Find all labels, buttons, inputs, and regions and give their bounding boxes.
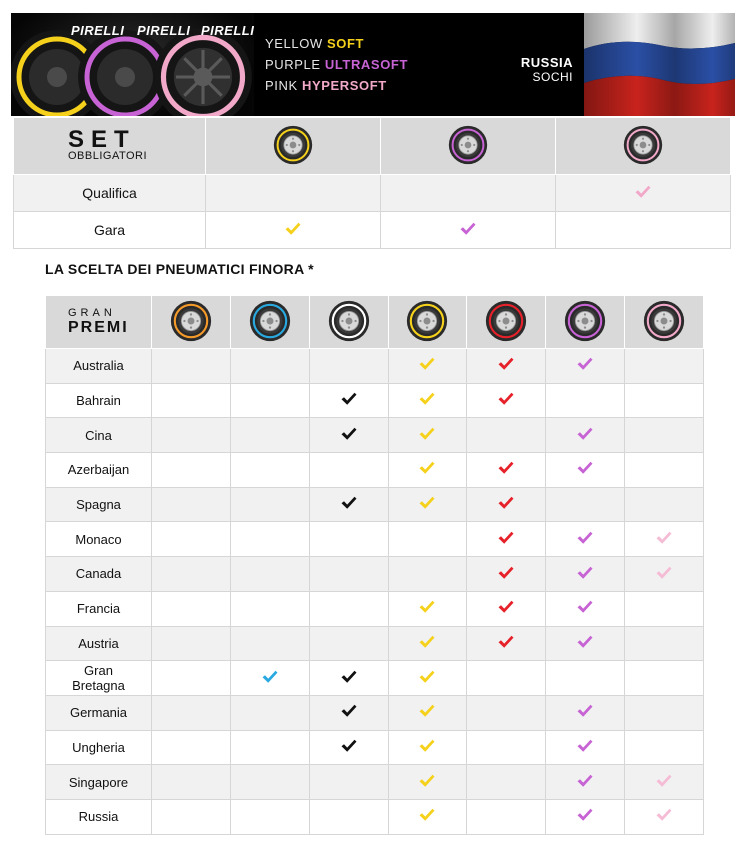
check-icon (419, 808, 435, 825)
tyre-yellow-icon (406, 300, 448, 345)
check-cell (388, 487, 467, 522)
gp-name: Russia (46, 799, 152, 834)
check-cell (467, 730, 546, 765)
gp-name: Monaco (46, 522, 152, 557)
check-cell (152, 349, 231, 384)
check-icon (498, 635, 514, 652)
mandatory-row-qualifica (14, 175, 731, 212)
check-cell (388, 730, 467, 765)
gp-row (46, 487, 704, 522)
check-icon (498, 357, 514, 374)
check-cell (152, 453, 231, 488)
check-icon (419, 670, 435, 687)
check-cell (625, 591, 704, 626)
check-icon (656, 808, 672, 825)
check-cell (546, 695, 625, 730)
check-cell (625, 765, 704, 800)
brand-logo: PIRELLI (137, 23, 191, 38)
check-cell (309, 522, 388, 557)
check-cell (230, 453, 309, 488)
check-cell (467, 799, 546, 834)
gp-row (46, 522, 704, 557)
check-cell (388, 418, 467, 453)
compound-line-pink: PINK HYPERSOFT (265, 78, 387, 93)
check-cell (152, 522, 231, 557)
check-cell (546, 453, 625, 488)
check-cell (152, 487, 231, 522)
check-cell (309, 661, 388, 696)
check-cell (467, 453, 546, 488)
check-cell (381, 175, 556, 212)
check-cell (625, 557, 704, 592)
check-icon (656, 774, 672, 791)
check-icon (577, 704, 593, 721)
check-icon (341, 704, 357, 721)
selection-tyre-cell (467, 296, 546, 349)
check-cell (388, 453, 467, 488)
check-cell (467, 661, 546, 696)
check-icon (285, 222, 301, 239)
check-icon (419, 739, 435, 756)
check-cell (625, 487, 704, 522)
check-cell (546, 557, 625, 592)
check-cell (625, 522, 704, 557)
gp-name: Singapore (46, 765, 152, 800)
check-cell (152, 626, 231, 661)
check-cell (230, 418, 309, 453)
check-icon (498, 496, 514, 513)
check-cell (230, 765, 309, 800)
check-cell (467, 349, 546, 384)
gp-title-cell (46, 296, 152, 349)
tyre-red-icon (485, 300, 527, 345)
gp-name: Austria (46, 626, 152, 661)
check-cell (309, 487, 388, 522)
check-cell (556, 212, 731, 249)
check-cell (230, 661, 309, 696)
selection-tyre-cell (625, 296, 704, 349)
check-cell (625, 695, 704, 730)
tyre-purple-icon (448, 125, 488, 168)
gp-rows (46, 349, 704, 835)
gp-row (46, 626, 704, 661)
check-icon (341, 392, 357, 409)
check-icon (341, 670, 357, 687)
check-icon (419, 357, 435, 374)
check-cell (152, 799, 231, 834)
selections-header-row (46, 296, 704, 349)
check-cell (556, 175, 731, 212)
check-cell (546, 661, 625, 696)
gp-row (46, 383, 704, 418)
check-cell (546, 626, 625, 661)
tyres-photo (11, 13, 254, 116)
check-cell (309, 453, 388, 488)
session-label: Qualifica (14, 175, 206, 212)
check-icon (498, 600, 514, 617)
check-icon (577, 427, 593, 444)
tyre-blue-icon (249, 300, 291, 345)
brand-logo: PIRELLI (71, 23, 125, 38)
check-cell (152, 765, 231, 800)
check-cell (546, 487, 625, 522)
check-cell (152, 661, 231, 696)
check-icon (419, 600, 435, 617)
check-icon (577, 635, 593, 652)
mandatory-title-cell (14, 118, 206, 175)
check-icon (577, 531, 593, 548)
check-cell (388, 557, 467, 592)
compound-legend (254, 13, 584, 116)
check-cell (546, 730, 625, 765)
check-icon (419, 774, 435, 791)
check-cell (309, 765, 388, 800)
mandatory-tyre-cell (206, 118, 381, 175)
check-icon (498, 531, 514, 548)
gp-row (46, 765, 704, 800)
check-icon (577, 357, 593, 374)
check-cell (152, 557, 231, 592)
check-icon (577, 808, 593, 825)
check-icon (577, 566, 593, 583)
check-cell (467, 591, 546, 626)
session-label: Gara (14, 212, 206, 249)
check-cell (309, 695, 388, 730)
gp-name: Canada (46, 557, 152, 592)
check-icon (341, 496, 357, 513)
check-cell (546, 349, 625, 384)
check-icon (262, 670, 278, 687)
check-cell (467, 695, 546, 730)
gp-row (46, 418, 704, 453)
check-cell (230, 626, 309, 661)
gp-row (46, 695, 704, 730)
check-cell (230, 695, 309, 730)
check-cell (152, 383, 231, 418)
gp-title-big: PREMI (68, 319, 129, 336)
check-cell (388, 349, 467, 384)
check-icon (635, 185, 651, 202)
compound-line-yellow: YELLOW SOFT (265, 36, 365, 51)
check-cell (309, 626, 388, 661)
check-cell (625, 418, 704, 453)
compound-line-purple: PURPLE ULTRASOFT (265, 57, 408, 72)
check-cell (230, 383, 309, 418)
selection-tyre-cell (152, 296, 231, 349)
check-cell (546, 799, 625, 834)
check-cell (309, 799, 388, 834)
gp-name: Germania (46, 695, 152, 730)
gp-row (46, 730, 704, 765)
check-cell (388, 626, 467, 661)
check-cell (309, 557, 388, 592)
check-cell (309, 591, 388, 626)
gp-name: Ungheria (46, 730, 152, 765)
tyre-pink-icon (623, 125, 663, 168)
check-icon (419, 461, 435, 478)
gp-title-small: GRAN (68, 307, 116, 319)
tyre-orange-icon (170, 300, 212, 345)
check-icon (498, 392, 514, 409)
check-cell (467, 487, 546, 522)
russian-flag-icon (584, 13, 735, 116)
gp-row (46, 799, 704, 834)
race-city: SOCHI (532, 70, 573, 84)
check-cell (206, 212, 381, 249)
check-cell (625, 349, 704, 384)
selection-tyre-cell (230, 296, 309, 349)
check-icon (419, 427, 435, 444)
gp-name: Australia (46, 349, 152, 384)
gp-name: Bahrain (46, 383, 152, 418)
check-icon (419, 635, 435, 652)
tyre-pink-icon (643, 300, 685, 345)
check-cell (467, 522, 546, 557)
check-cell (152, 418, 231, 453)
tyre-purple-icon (564, 300, 606, 345)
check-icon (577, 774, 593, 791)
check-cell (152, 591, 231, 626)
check-cell (388, 661, 467, 696)
check-cell (230, 557, 309, 592)
check-cell (546, 418, 625, 453)
check-icon (460, 222, 476, 239)
gp-row (46, 349, 704, 384)
check-cell (388, 591, 467, 626)
race-name: RUSSIA (520, 55, 573, 70)
mandatory-tyre-cell (556, 118, 731, 175)
check-icon (498, 461, 514, 478)
check-icon (419, 704, 435, 721)
check-cell (388, 765, 467, 800)
check-icon (341, 739, 357, 756)
section-title: LA SCELTA DEI PNEUMATICI FINORA * (45, 261, 314, 277)
check-icon (577, 739, 593, 756)
check-cell (309, 418, 388, 453)
tyre-selections-table (45, 295, 704, 835)
check-cell (309, 349, 388, 384)
check-cell (546, 522, 625, 557)
check-cell (625, 626, 704, 661)
check-cell (230, 487, 309, 522)
gp-name: Gran Bretagna (46, 661, 152, 696)
selection-tyre-cell (388, 296, 467, 349)
check-cell (546, 591, 625, 626)
mandatory-subtitle: OBBLIGATORI (68, 150, 148, 162)
check-icon (419, 392, 435, 409)
check-cell (467, 418, 546, 453)
gp-row (46, 557, 704, 592)
tyre-yellow-icon (273, 125, 313, 168)
check-cell (230, 349, 309, 384)
check-cell (467, 765, 546, 800)
check-cell (625, 799, 704, 834)
check-icon (341, 427, 357, 444)
brand-logo: PIRELLI (201, 23, 254, 38)
mandatory-tyre-cell (381, 118, 556, 175)
check-icon (577, 600, 593, 617)
gp-row (46, 453, 704, 488)
check-icon (656, 566, 672, 583)
check-cell (388, 522, 467, 557)
check-cell (230, 522, 309, 557)
check-icon (577, 461, 593, 478)
mandatory-header-row (14, 118, 731, 175)
tyre-white-icon (328, 300, 370, 345)
check-cell (152, 695, 231, 730)
header-banner (11, 13, 735, 116)
check-cell (381, 212, 556, 249)
check-cell (152, 730, 231, 765)
check-cell (230, 730, 309, 765)
check-cell (625, 661, 704, 696)
check-cell (625, 383, 704, 418)
selection-tyre-cell (546, 296, 625, 349)
check-cell (625, 453, 704, 488)
check-icon (419, 496, 435, 513)
check-cell (467, 626, 546, 661)
check-cell (309, 383, 388, 418)
gp-name: Francia (46, 591, 152, 626)
gp-row (46, 661, 704, 696)
check-cell (230, 799, 309, 834)
mandatory-sets-table (13, 117, 731, 249)
mandatory-row-gara (14, 212, 731, 249)
check-icon (498, 566, 514, 583)
check-cell (388, 383, 467, 418)
gp-name: Spagna (46, 487, 152, 522)
check-cell (467, 383, 546, 418)
check-icon (656, 531, 672, 548)
check-cell (625, 730, 704, 765)
mandatory-title: SET (68, 126, 136, 153)
check-cell (388, 799, 467, 834)
selection-tyre-cell (309, 296, 388, 349)
check-cell (206, 175, 381, 212)
pink-tyre-photo-icon (151, 25, 254, 116)
check-cell (546, 383, 625, 418)
gp-name: Azerbaijan (46, 453, 152, 488)
gp-row (46, 591, 704, 626)
check-cell (388, 695, 467, 730)
check-cell (546, 765, 625, 800)
check-cell (467, 557, 546, 592)
gp-name: Cina (46, 418, 152, 453)
check-cell (309, 730, 388, 765)
check-cell (230, 591, 309, 626)
